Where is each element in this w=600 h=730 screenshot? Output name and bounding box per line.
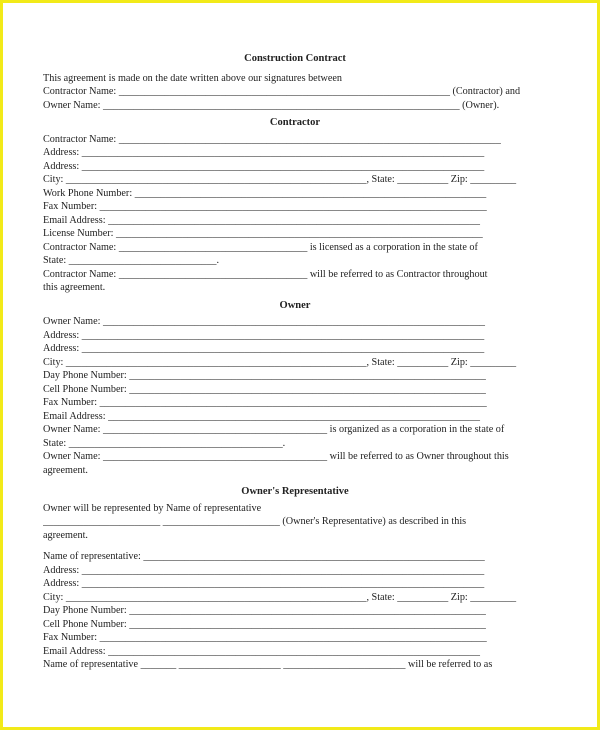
spacer <box>43 542 547 550</box>
document-title: Construction Contract <box>244 53 346 64</box>
contractor-name-field[interactable]: Contractor Name: ___________________________________________________________________________ <box>43 133 501 145</box>
representative-address-field-2[interactable]: Address: _______________________________________________________________________________ <box>43 578 485 589</box>
contractor-city-state-zip-field[interactable]: City: ___________________________________________________________, State: __________ Zip: _________ <box>43 174 517 185</box>
representative-cell-phone-field[interactable]: Cell Phone Number: ______________________________________________________________________ <box>43 618 486 630</box>
contract-document <box>43 52 547 672</box>
contractor-work-phone-field[interactable]: Work Phone Number: _____________________________________________________________________ <box>43 187 487 199</box>
owner-state-field[interactable]: State: __________________________________________. <box>43 437 286 449</box>
owner-address-field[interactable]: Address: _______________________________________________________________________________ <box>43 329 485 341</box>
owner-cell-phone-field[interactable]: Cell Phone Number: ______________________________________________________________________ <box>43 383 486 395</box>
contractor-fax-field[interactable]: Fax Number: ____________________________________________________________________________ <box>43 201 487 212</box>
owner-heading: Owner <box>279 299 311 311</box>
contractor-state-field[interactable]: State: _____________________________. <box>43 255 220 266</box>
representative-name-blank[interactable]: _______________________ _______________________ (Owner's Representative) as described in this <box>43 516 467 527</box>
representative-section <box>43 502 547 672</box>
intro-contractor-line[interactable]: Contractor Name: _________________________________________________________________ (Contractor) and <box>43 86 521 97</box>
intro-line: This agreement is made on the date written above our signatures between <box>43 72 343 84</box>
contractor-license-field[interactable]: License Number: ________________________________________________________________________ <box>43 228 483 239</box>
intro-section <box>43 72 547 113</box>
representative-fax-field[interactable]: Fax Number: ____________________________________________________________________________ <box>43 632 487 643</box>
contractor-referred-field[interactable]: Contractor Name: _____________________________________ will be referred to as Contractor throughout <box>43 268 488 280</box>
contractor-email-field[interactable]: Email Address: _________________________________________________________________________ <box>43 214 480 226</box>
owner-corporation-field[interactable]: Owner Name: ____________________________________________ is organized as a corporation in the state of <box>43 424 505 435</box>
contractor-referred-cont: this agreement. <box>43 282 106 293</box>
owner-day-phone-field[interactable]: Day Phone Number: ______________________________________________________________________ <box>43 370 486 381</box>
representative-intro-cont: agreement. <box>43 529 88 541</box>
contractor-heading: Contractor <box>269 117 321 128</box>
representative-referred-field[interactable]: Name of representative _______ ____________________ ________________________ will be referred to as <box>43 659 493 670</box>
representative-heading: Owner's Representative <box>241 486 349 497</box>
owner-email-field[interactable]: Email Address: _________________________________________________________________________ <box>43 410 480 422</box>
representative-name-field[interactable]: Name of representative: ___________________________________________________________________ <box>43 551 485 562</box>
contractor-address-field-2[interactable]: Address: _______________________________________________________________________________ <box>43 160 485 172</box>
owner-fax-field[interactable]: Fax Number: ____________________________________________________________________________ <box>43 397 487 408</box>
owner-section <box>43 315 547 477</box>
intro-owner-line[interactable]: Owner Name: ______________________________________________________________________ (Owner). <box>43 99 500 111</box>
owner-address-field-2[interactable]: Address: _______________________________________________________________________________ <box>43 343 485 354</box>
representative-intro-line: Owner will be represented by Name of representative <box>43 502 262 514</box>
representative-address-field[interactable]: Address: _______________________________________________________________________________ <box>43 564 485 576</box>
owner-referred-field[interactable]: Owner Name: ____________________________________________ will be referred to as Owner throughout this <box>43 451 509 462</box>
owner-referred-cont: agreement. <box>43 464 88 476</box>
owner-city-state-zip-field[interactable]: City: ___________________________________________________________, State: __________ Zip: _________ <box>43 356 517 368</box>
representative-city-state-zip-field[interactable]: City: ___________________________________________________________, State: __________ Zip: _________ <box>43 591 517 603</box>
owner-name-field[interactable]: Owner Name: ___________________________________________________________________________ <box>43 316 486 327</box>
contractor-address-field[interactable]: Address: _______________________________________________________________________________ <box>43 147 485 158</box>
contractor-corporation-field[interactable]: Contractor Name: _____________________________________ is licensed as a corporation in the state of <box>43 241 478 253</box>
representative-email-field[interactable]: Email Address: _________________________________________________________________________ <box>43 645 480 657</box>
representative-day-phone-field[interactable]: Day Phone Number: ______________________________________________________________________ <box>43 605 486 616</box>
contractor-section <box>43 133 547 295</box>
